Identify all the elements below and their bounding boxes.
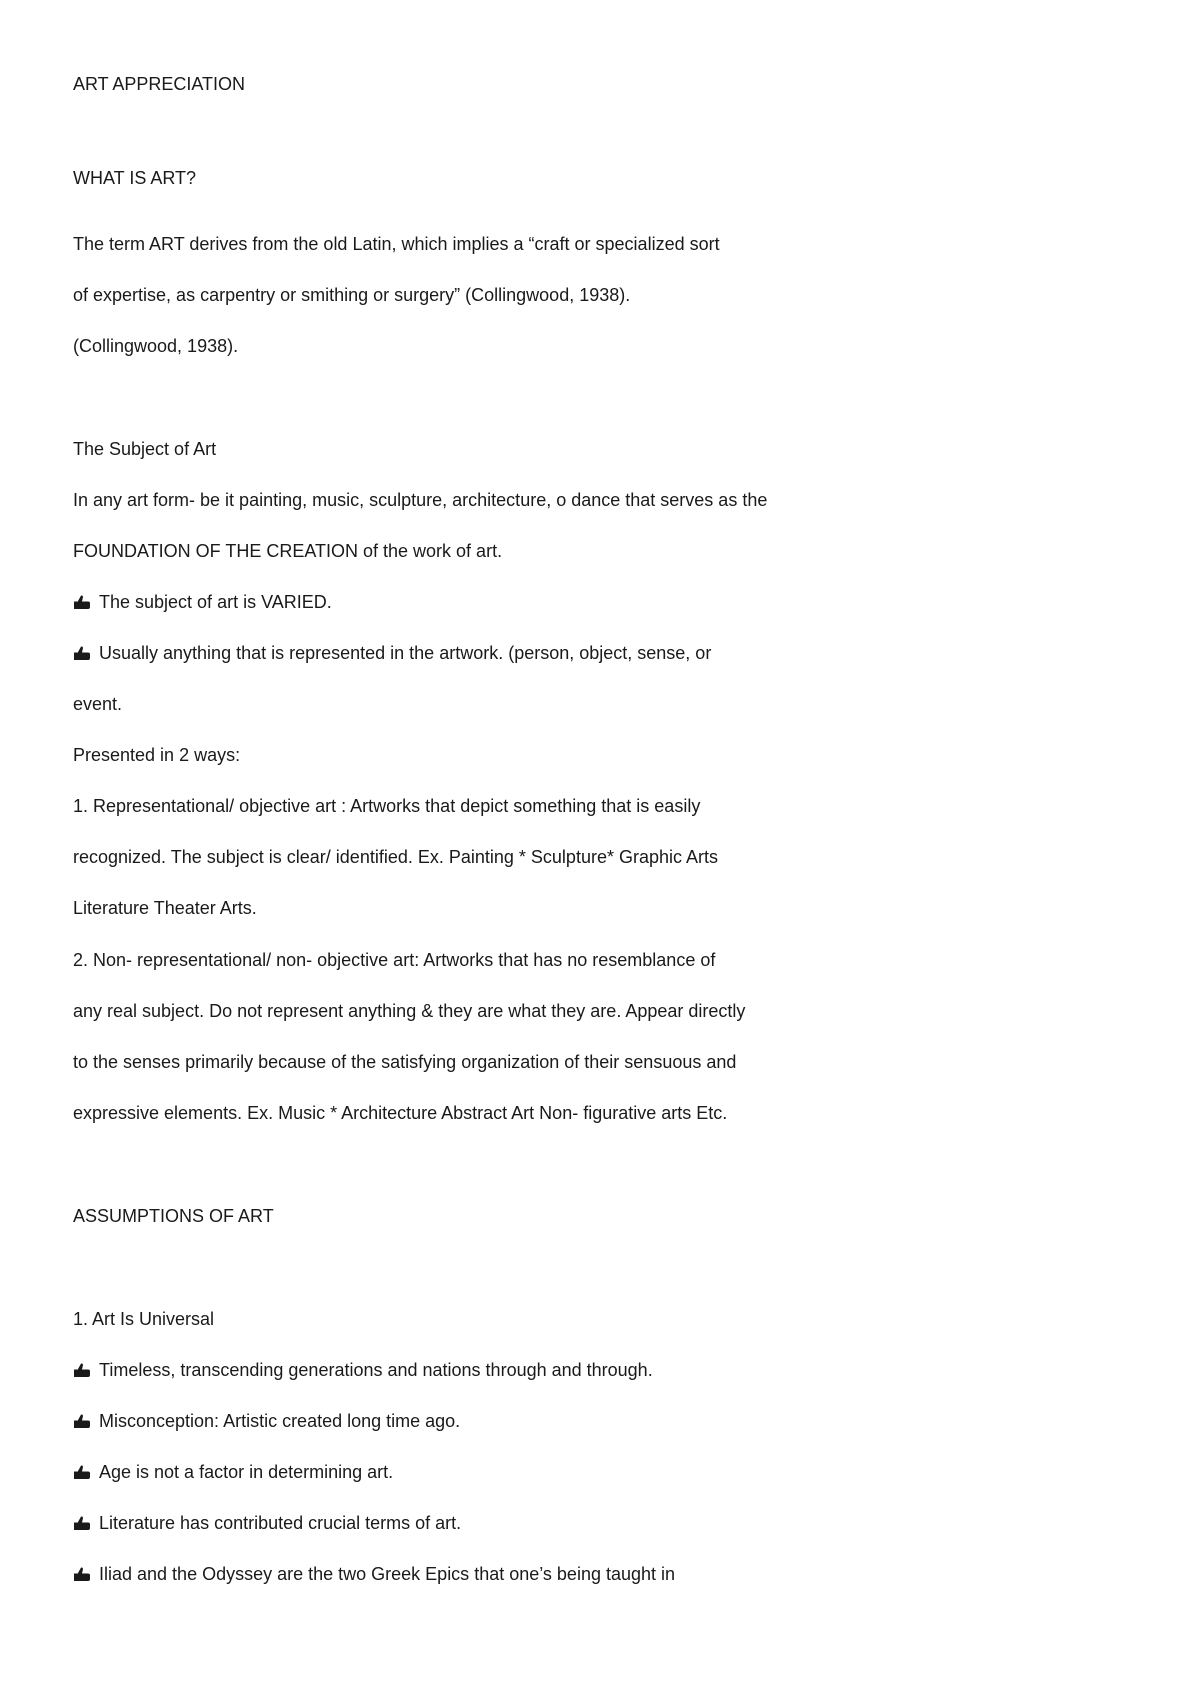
bullet-text: Iliad and the Odyssey are the two Greek Epics that one’s being taught in	[99, 1564, 676, 1584]
pointing-hand-icon	[73, 594, 91, 610]
pointing-hand-icon	[73, 1515, 91, 1531]
paragraph-line: The term ART derives from the old Latin, which implies a “craft or specialized sort	[73, 234, 720, 254]
pointing-hand-icon	[73, 1362, 91, 1378]
section-heading-what-is-art: WHAT IS ART?	[73, 168, 197, 188]
bullet-item	[73, 1562, 675, 1586]
document-title: ART APPRECIATION	[73, 74, 246, 94]
bullet-item	[73, 1409, 460, 1433]
bullet-item	[73, 1511, 461, 1535]
paragraph-line: of expertise, as carpentry or smithing or surgery” (Collingwood, 1938).	[73, 285, 631, 305]
pointing-hand-icon	[73, 1464, 91, 1480]
bullet-text: Literature has contributed crucial terms of art.	[99, 1513, 462, 1533]
bullet-item	[73, 1460, 393, 1484]
paragraph-line: event.	[73, 694, 123, 714]
paragraph-line: (Collingwood, 1938).	[73, 336, 239, 356]
bullet-item	[73, 590, 332, 614]
section-heading-subject: The Subject of Art	[73, 439, 217, 459]
list-item-line: any real subject. Do not represent anything & they are what they are. Appear directly	[73, 1001, 746, 1021]
subheading: 1. Art Is Universal	[73, 1309, 215, 1329]
pointing-hand-icon	[73, 1413, 91, 1429]
bullet-text: Timeless, transcending generations and nations through and through.	[99, 1360, 653, 1380]
bullet-item	[73, 641, 711, 665]
bullet-text: The subject of art is VARIED.	[99, 592, 332, 612]
list-item-line: 2. Non- representational/ non- objective art: Artworks that has no resemblance of	[73, 950, 716, 970]
pointing-hand-icon	[73, 1566, 91, 1582]
bullet-text: Age is not a factor in determining art.	[99, 1462, 394, 1482]
bullet-item	[73, 1358, 653, 1382]
bullet-text: Misconception: Artistic created long time ago.	[99, 1411, 461, 1431]
list-item-line: Literature Theater Arts.	[73, 898, 257, 918]
list-item-line: expressive elements. Ex. Music * Architecture Abstract Art Non- figurative arts Etc.	[73, 1103, 728, 1123]
list-item-line: recognized. The subject is clear/ identified. Ex. Painting * Sculpture* Graphic Arts	[73, 847, 719, 867]
bullet-text: Usually anything that is represented in the artwork. (person, object, sense, or	[99, 643, 712, 663]
paragraph-line: FOUNDATION OF THE CREATION of the work of art.	[73, 541, 503, 561]
list-item-line: 1. Representational/ objective art : Artworks that depict something that is easily	[73, 796, 701, 816]
paragraph-line: Presented in 2 ways:	[73, 745, 241, 765]
section-heading-assumptions: ASSUMPTIONS OF ART	[73, 1206, 274, 1226]
list-item-line: to the senses primarily because of the satisfying organization of their sensuous and	[73, 1052, 737, 1072]
paragraph-line: In any art form- be it painting, music, sculpture, architecture, o dance that serves as the	[73, 490, 768, 510]
pointing-hand-icon	[73, 645, 91, 661]
